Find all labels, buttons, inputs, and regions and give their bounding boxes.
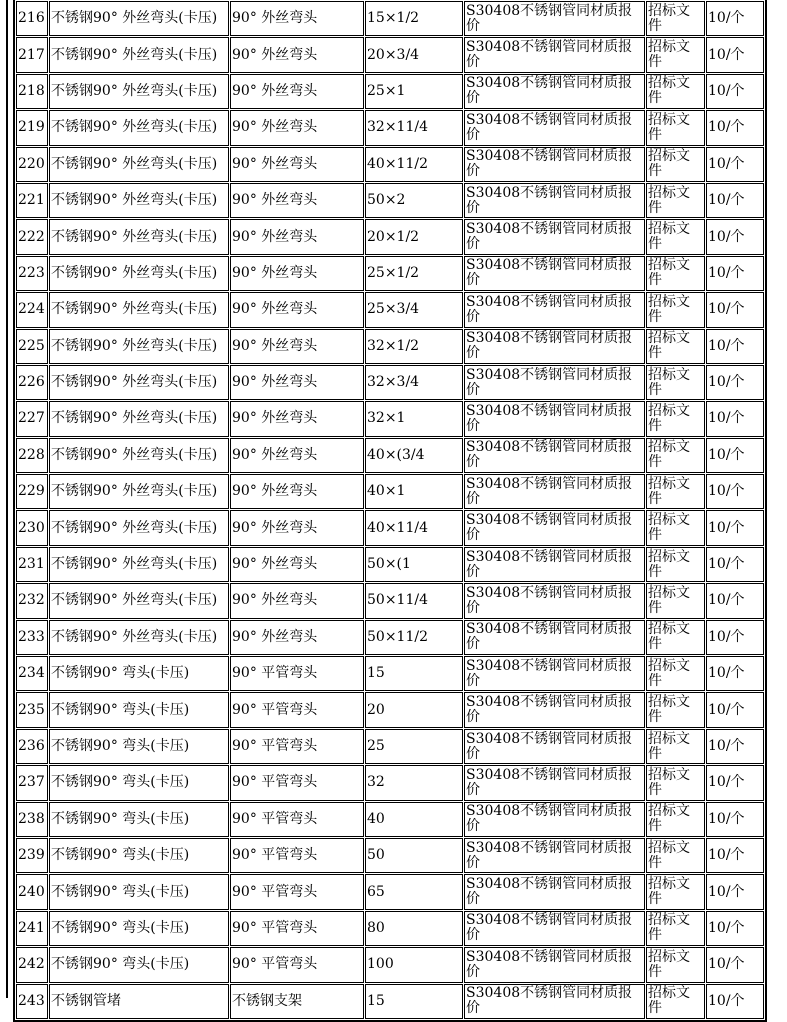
table-row bbox=[16, 110, 764, 145]
basis-cell: 招标文件 bbox=[646, 620, 705, 655]
row-number-cell: 227 bbox=[16, 401, 48, 436]
quantity-cell: 10/个 bbox=[706, 692, 764, 727]
basis-cell: 招标文件 bbox=[646, 874, 705, 909]
table-row bbox=[16, 365, 764, 400]
item-name-cell: 不锈钢90° 外丝弯头(卡压) bbox=[49, 292, 229, 327]
item-name-cell: 不锈钢90° 外丝弯头(卡压) bbox=[49, 620, 229, 655]
material-cell: S30408不锈钢管同材质报价 bbox=[464, 74, 645, 109]
item-type-cell: 90° 平管弯头 bbox=[230, 692, 364, 727]
item-name-cell: 不锈钢90° 外丝弯头(卡压) bbox=[49, 110, 229, 145]
table-row bbox=[16, 292, 764, 327]
spec-cell: 32×1/2 bbox=[365, 329, 463, 364]
item-type-cell: 90° 外丝弯头 bbox=[230, 583, 364, 618]
table-row bbox=[16, 510, 764, 545]
quantity-cell: 10/个 bbox=[706, 1, 764, 36]
table-row bbox=[16, 74, 764, 109]
item-name-cell: 不锈钢90° 外丝弯头(卡压) bbox=[49, 219, 229, 254]
quantity-cell: 10/个 bbox=[706, 74, 764, 109]
row-number-cell: 236 bbox=[16, 729, 48, 764]
item-name-cell: 不锈钢90° 弯头(卡压) bbox=[49, 911, 229, 946]
basis-cell: 招标文件 bbox=[646, 583, 705, 618]
quantity-cell: 10/个 bbox=[706, 729, 764, 764]
item-type-cell: 90° 平管弯头 bbox=[230, 765, 364, 800]
basis-cell: 招标文件 bbox=[646, 329, 705, 364]
spec-cell: 40×11/2 bbox=[365, 147, 463, 182]
spec-cell: 25×1 bbox=[365, 74, 463, 109]
item-name-cell: 不锈钢90° 外丝弯头(卡压) bbox=[49, 438, 229, 473]
basis-cell: 招标文件 bbox=[646, 37, 705, 72]
spec-cell: 32×1 bbox=[365, 401, 463, 436]
basis-cell: 招标文件 bbox=[646, 147, 705, 182]
row-number-cell: 222 bbox=[16, 219, 48, 254]
spec-cell: 32×11/4 bbox=[365, 110, 463, 145]
material-cell: S30408不锈钢管同材质报价 bbox=[464, 510, 645, 545]
basis-cell: 招标文件 bbox=[646, 74, 705, 109]
row-number-cell: 217 bbox=[16, 37, 48, 72]
material-cell: S30408不锈钢管同材质报价 bbox=[464, 110, 645, 145]
basis-cell: 招标文件 bbox=[646, 256, 705, 291]
spec-cell: 40×(3/4 bbox=[365, 438, 463, 473]
row-number-cell: 238 bbox=[16, 802, 48, 837]
quantity-cell: 10/个 bbox=[706, 911, 764, 946]
item-type-cell: 90° 平管弯头 bbox=[230, 874, 364, 909]
table-row bbox=[16, 838, 764, 873]
material-cell: S30408不锈钢管同材质报价 bbox=[464, 583, 645, 618]
row-number-cell: 233 bbox=[16, 620, 48, 655]
quantity-cell: 10/个 bbox=[706, 183, 764, 218]
material-cell: S30408不锈钢管同材质报价 bbox=[464, 474, 645, 509]
item-name-cell: 不锈钢90° 外丝弯头(卡压) bbox=[49, 547, 229, 582]
row-number-cell: 240 bbox=[16, 874, 48, 909]
spec-cell: 40 bbox=[365, 802, 463, 837]
spec-cell: 40×1 bbox=[365, 474, 463, 509]
material-cell: S30408不锈钢管同材质报价 bbox=[464, 183, 645, 218]
spec-cell: 20 bbox=[365, 692, 463, 727]
quantity-cell: 10/个 bbox=[706, 984, 764, 1019]
item-type-cell: 90° 外丝弯头 bbox=[230, 365, 364, 400]
item-type-cell: 不锈钢支架 bbox=[230, 984, 364, 1019]
item-name-cell: 不锈钢90° 弯头(卡压) bbox=[49, 947, 229, 982]
spec-cell: 50×2 bbox=[365, 183, 463, 218]
spec-cell: 100 bbox=[365, 947, 463, 982]
item-name-cell: 不锈钢90° 弯头(卡压) bbox=[49, 874, 229, 909]
basis-cell: 招标文件 bbox=[646, 802, 705, 837]
row-number-cell: 220 bbox=[16, 147, 48, 182]
row-number-cell: 226 bbox=[16, 365, 48, 400]
item-name-cell: 不锈钢90° 外丝弯头(卡压) bbox=[49, 401, 229, 436]
material-cell: S30408不锈钢管同材质报价 bbox=[464, 256, 645, 291]
basis-cell: 招标文件 bbox=[646, 984, 705, 1019]
table-row bbox=[16, 329, 764, 364]
material-cell: S30408不锈钢管同材质报价 bbox=[464, 729, 645, 764]
item-type-cell: 90° 外丝弯头 bbox=[230, 474, 364, 509]
table-row bbox=[16, 620, 764, 655]
table-row bbox=[16, 438, 764, 473]
item-name-cell: 不锈钢90° 外丝弯头(卡压) bbox=[49, 1, 229, 36]
table-row bbox=[16, 547, 764, 582]
basis-cell: 招标文件 bbox=[646, 219, 705, 254]
item-type-cell: 90° 外丝弯头 bbox=[230, 1, 364, 36]
item-name-cell: 不锈钢90° 外丝弯头(卡压) bbox=[49, 583, 229, 618]
quantity-cell: 10/个 bbox=[706, 838, 764, 873]
row-number-cell: 229 bbox=[16, 474, 48, 509]
item-type-cell: 90° 外丝弯头 bbox=[230, 438, 364, 473]
basis-cell: 招标文件 bbox=[646, 110, 705, 145]
item-name-cell: 不锈钢90° 外丝弯头(卡压) bbox=[49, 147, 229, 182]
spec-cell: 50×(1 bbox=[365, 547, 463, 582]
row-number-cell: 221 bbox=[16, 183, 48, 218]
row-number-cell: 237 bbox=[16, 765, 48, 800]
basis-cell: 招标文件 bbox=[646, 292, 705, 327]
material-cell: S30408不锈钢管同材质报价 bbox=[464, 401, 645, 436]
material-cell: S30408不锈钢管同材质报价 bbox=[464, 656, 645, 691]
item-type-cell: 90° 外丝弯头 bbox=[230, 74, 364, 109]
item-type-cell: 90° 外丝弯头 bbox=[230, 401, 364, 436]
basis-cell: 招标文件 bbox=[646, 510, 705, 545]
material-cell: S30408不锈钢管同材质报价 bbox=[464, 438, 645, 473]
table-row bbox=[16, 984, 764, 1019]
material-cell: S30408不锈钢管同材质报价 bbox=[464, 874, 645, 909]
material-cell: S30408不锈钢管同材质报价 bbox=[464, 765, 645, 800]
basis-cell: 招标文件 bbox=[646, 547, 705, 582]
item-type-cell: 90° 外丝弯头 bbox=[230, 547, 364, 582]
item-name-cell: 不锈钢90° 弯头(卡压) bbox=[49, 692, 229, 727]
table-row bbox=[16, 1, 764, 36]
item-name-cell: 不锈钢90° 弯头(卡压) bbox=[49, 802, 229, 837]
table-row bbox=[16, 219, 764, 254]
spec-cell: 80 bbox=[365, 911, 463, 946]
item-name-cell: 不锈钢90° 弯头(卡压) bbox=[49, 765, 229, 800]
table-row bbox=[16, 765, 764, 800]
material-cell: S30408不锈钢管同材质报价 bbox=[464, 329, 645, 364]
material-cell: S30408不锈钢管同材质报价 bbox=[464, 984, 645, 1019]
basis-cell: 招标文件 bbox=[646, 401, 705, 436]
item-type-cell: 90° 平管弯头 bbox=[230, 802, 364, 837]
item-type-cell: 90° 平管弯头 bbox=[230, 911, 364, 946]
item-name-cell: 不锈钢90° 弯头(卡压) bbox=[49, 656, 229, 691]
table-row bbox=[16, 729, 764, 764]
item-type-cell: 90° 平管弯头 bbox=[230, 729, 364, 764]
quantity-cell: 10/个 bbox=[706, 474, 764, 509]
item-name-cell: 不锈钢90° 外丝弯头(卡压) bbox=[49, 329, 229, 364]
spec-cell: 50×11/4 bbox=[365, 583, 463, 618]
quantity-cell: 10/个 bbox=[706, 37, 764, 72]
basis-cell: 招标文件 bbox=[646, 474, 705, 509]
item-name-cell: 不锈钢90° 外丝弯头(卡压) bbox=[49, 183, 229, 218]
row-number-cell: 216 bbox=[16, 1, 48, 36]
basis-cell: 招标文件 bbox=[646, 692, 705, 727]
item-type-cell: 90° 外丝弯头 bbox=[230, 147, 364, 182]
quantity-cell: 10/个 bbox=[706, 401, 764, 436]
material-cell: S30408不锈钢管同材质报价 bbox=[464, 947, 645, 982]
quantity-cell: 10/个 bbox=[706, 292, 764, 327]
spec-cell: 32×3/4 bbox=[365, 365, 463, 400]
spec-cell: 40×11/4 bbox=[365, 510, 463, 545]
item-type-cell: 90° 外丝弯头 bbox=[230, 219, 364, 254]
table-row bbox=[16, 474, 764, 509]
spec-cell: 20×1/2 bbox=[365, 219, 463, 254]
item-name-cell: 不锈钢90° 外丝弯头(卡压) bbox=[49, 365, 229, 400]
row-number-cell: 230 bbox=[16, 510, 48, 545]
row-number-cell: 231 bbox=[16, 547, 48, 582]
material-cell: S30408不锈钢管同材质报价 bbox=[464, 365, 645, 400]
row-number-cell: 242 bbox=[16, 947, 48, 982]
quantity-cell: 10/个 bbox=[706, 620, 764, 655]
basis-cell: 招标文件 bbox=[646, 365, 705, 400]
table-row bbox=[16, 37, 764, 72]
table-row bbox=[16, 256, 764, 291]
row-number-cell: 224 bbox=[16, 292, 48, 327]
item-type-cell: 90° 外丝弯头 bbox=[230, 110, 364, 145]
quantity-cell: 10/个 bbox=[706, 147, 764, 182]
material-cell: S30408不锈钢管同材质报价 bbox=[464, 692, 645, 727]
table-row bbox=[16, 947, 764, 982]
item-name-cell: 不锈钢90° 弯头(卡压) bbox=[49, 838, 229, 873]
table-row bbox=[16, 802, 764, 837]
basis-cell: 招标文件 bbox=[646, 656, 705, 691]
row-number-cell: 228 bbox=[16, 438, 48, 473]
quantity-cell: 10/个 bbox=[706, 438, 764, 473]
quantity-cell: 10/个 bbox=[706, 583, 764, 618]
item-type-cell: 90° 外丝弯头 bbox=[230, 256, 364, 291]
material-cell: S30408不锈钢管同材质报价 bbox=[464, 620, 645, 655]
material-cell: S30408不锈钢管同材质报价 bbox=[464, 802, 645, 837]
item-name-cell: 不锈钢90° 外丝弯头(卡压) bbox=[49, 510, 229, 545]
spec-cell: 25×3/4 bbox=[365, 292, 463, 327]
item-name-cell: 不锈钢管堵 bbox=[49, 984, 229, 1019]
row-number-cell: 223 bbox=[16, 256, 48, 291]
quantity-cell: 10/个 bbox=[706, 510, 764, 545]
item-type-cell: 90° 外丝弯头 bbox=[230, 620, 364, 655]
spec-cell: 65 bbox=[365, 874, 463, 909]
table-row bbox=[16, 911, 764, 946]
quantity-cell: 10/个 bbox=[706, 765, 764, 800]
material-cell: S30408不锈钢管同材质报价 bbox=[464, 838, 645, 873]
row-number-cell: 241 bbox=[16, 911, 48, 946]
item-type-cell: 90° 外丝弯头 bbox=[230, 183, 364, 218]
table-row bbox=[16, 147, 764, 182]
quantity-cell: 10/个 bbox=[706, 219, 764, 254]
basis-cell: 招标文件 bbox=[646, 1, 705, 36]
quantity-cell: 10/个 bbox=[706, 802, 764, 837]
spec-cell: 15×1/2 bbox=[365, 1, 463, 36]
basis-cell: 招标文件 bbox=[646, 838, 705, 873]
spec-cell: 50×11/2 bbox=[365, 620, 463, 655]
item-type-cell: 90° 平管弯头 bbox=[230, 656, 364, 691]
item-name-cell: 不锈钢90° 外丝弯头(卡压) bbox=[49, 37, 229, 72]
basis-cell: 招标文件 bbox=[646, 183, 705, 218]
material-cell: S30408不锈钢管同材质报价 bbox=[464, 147, 645, 182]
quantity-cell: 10/个 bbox=[706, 329, 764, 364]
row-number-cell: 218 bbox=[16, 74, 48, 109]
quantity-cell: 10/个 bbox=[706, 256, 764, 291]
row-number-cell: 239 bbox=[16, 838, 48, 873]
table-row bbox=[16, 656, 764, 691]
quantity-cell: 10/个 bbox=[706, 547, 764, 582]
item-type-cell: 90° 平管弯头 bbox=[230, 838, 364, 873]
basis-cell: 招标文件 bbox=[646, 729, 705, 764]
spec-cell: 32 bbox=[365, 765, 463, 800]
material-cell: S30408不锈钢管同材质报价 bbox=[464, 911, 645, 946]
item-type-cell: 90° 外丝弯头 bbox=[230, 292, 364, 327]
spec-cell: 25 bbox=[365, 729, 463, 764]
table-row bbox=[16, 692, 764, 727]
item-name-cell: 不锈钢90° 弯头(卡压) bbox=[49, 729, 229, 764]
material-cell: S30408不锈钢管同材质报价 bbox=[464, 1, 645, 36]
row-number-cell: 219 bbox=[16, 110, 48, 145]
material-cell: S30408不锈钢管同材质报价 bbox=[464, 219, 645, 254]
item-type-cell: 90° 平管弯头 bbox=[230, 947, 364, 982]
item-type-cell: 90° 外丝弯头 bbox=[230, 37, 364, 72]
row-number-cell: 225 bbox=[16, 329, 48, 364]
table-row bbox=[16, 874, 764, 909]
quantity-cell: 10/个 bbox=[706, 947, 764, 982]
row-number-cell: 234 bbox=[16, 656, 48, 691]
quantity-cell: 10/个 bbox=[706, 874, 764, 909]
quantity-cell: 10/个 bbox=[706, 365, 764, 400]
table-row bbox=[16, 583, 764, 618]
price-list-table bbox=[13, 0, 767, 1022]
item-type-cell: 90° 外丝弯头 bbox=[230, 510, 364, 545]
basis-cell: 招标文件 bbox=[646, 911, 705, 946]
basis-cell: 招标文件 bbox=[646, 947, 705, 982]
item-name-cell: 不锈钢90° 外丝弯头(卡压) bbox=[49, 474, 229, 509]
table-row bbox=[16, 183, 764, 218]
item-name-cell: 不锈钢90° 外丝弯头(卡压) bbox=[49, 256, 229, 291]
quantity-cell: 10/个 bbox=[706, 656, 764, 691]
item-type-cell: 90° 外丝弯头 bbox=[230, 329, 364, 364]
table-body bbox=[16, 1, 764, 1019]
table-row bbox=[16, 401, 764, 436]
row-number-cell: 232 bbox=[16, 583, 48, 618]
page-left-rule bbox=[6, 0, 8, 998]
spec-cell: 15 bbox=[365, 984, 463, 1019]
basis-cell: 招标文件 bbox=[646, 765, 705, 800]
basis-cell: 招标文件 bbox=[646, 438, 705, 473]
quantity-cell: 10/个 bbox=[706, 110, 764, 145]
row-number-cell: 243 bbox=[16, 984, 48, 1019]
spec-cell: 50 bbox=[365, 838, 463, 873]
row-number-cell: 235 bbox=[16, 692, 48, 727]
spec-cell: 25×1/2 bbox=[365, 256, 463, 291]
spec-cell: 15 bbox=[365, 656, 463, 691]
material-cell: S30408不锈钢管同材质报价 bbox=[464, 37, 645, 72]
material-cell: S30408不锈钢管同材质报价 bbox=[464, 292, 645, 327]
material-cell: S30408不锈钢管同材质报价 bbox=[464, 547, 645, 582]
item-name-cell: 不锈钢90° 外丝弯头(卡压) bbox=[49, 74, 229, 109]
spec-cell: 20×3/4 bbox=[365, 37, 463, 72]
